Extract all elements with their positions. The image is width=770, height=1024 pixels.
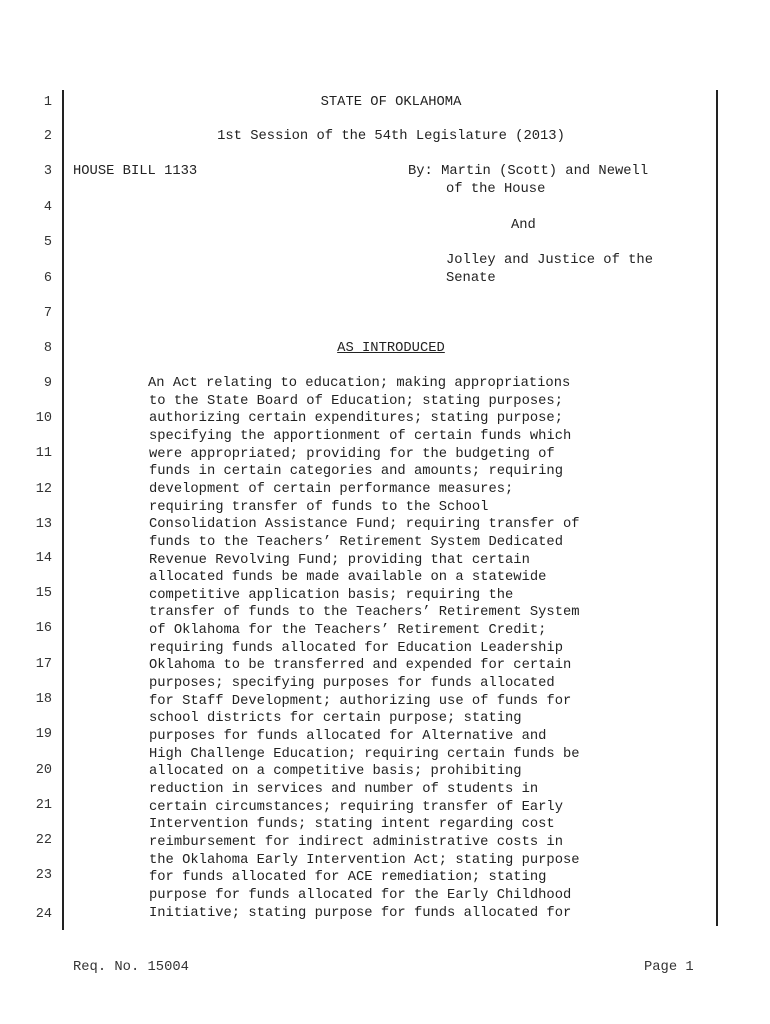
line-number: 17 — [35, 657, 52, 672]
line-number: 24 — [35, 907, 52, 922]
line-number: 3 — [43, 164, 52, 179]
act-title-line: development of certain performance measures; — [149, 481, 514, 497]
line-number: 14 — [35, 551, 52, 566]
senate-authors-line-2: Senate — [446, 271, 496, 286]
bill-number: HOUSE BILL 1133 — [73, 164, 198, 179]
request-number: Req. No. 15004 — [73, 960, 189, 975]
line-number: 22 — [35, 833, 52, 848]
line-number: 15 — [35, 586, 52, 601]
act-title-line: reimbursement for indirect administrative costs in — [149, 834, 563, 850]
act-title-line: of Oklahoma for the Teachers’ Retirement Credit; — [149, 623, 547, 639]
act-title-line: purposes; specifying purposes for funds allocated — [149, 676, 555, 692]
act-title-line: Oklahoma to be transferred and expended for certain — [149, 658, 572, 674]
act-title-line: Revenue Revolving Fund; providing that certain — [149, 552, 530, 568]
act-title-line: to the State Board of Education; stating purposes; — [149, 393, 563, 409]
act-title-line: Initiative; stating purpose for funds allocated for — [149, 905, 572, 921]
act-title-line: Consolidation Assistance Fund; requiring transfer of — [149, 517, 580, 533]
line-number: 18 — [35, 692, 52, 707]
line-number: 4 — [43, 200, 52, 215]
line-number: 6 — [43, 271, 52, 286]
line-number: 13 — [35, 517, 52, 532]
act-title-line: authorizing certain expenditures; stating purpose; — [149, 411, 563, 427]
line-number: 7 — [43, 306, 52, 321]
act-title-line: allocated on a competitive basis; prohibiting — [149, 764, 522, 780]
act-title-line: school districts for certain purpose; stating — [149, 711, 522, 727]
line-number: 10 — [35, 411, 52, 426]
act-title-line: reduction in services and number of students in — [149, 781, 539, 797]
act-title-line: certain circumstances; requiring transfer of Early — [149, 799, 563, 815]
line-number: 21 — [35, 798, 52, 813]
act-title-line: transfer of funds to the Teachers’ Retirement System — [149, 605, 580, 621]
act-title-line: purposes for funds allocated for Alternative and — [149, 729, 547, 744]
page-number: Page 1 — [644, 960, 694, 975]
line-number: 16 — [35, 621, 52, 636]
status-heading — [66, 340, 716, 358]
act-title-line: requiring transfer of funds to the School — [149, 499, 489, 515]
act-title-line: for Staff Development; authorizing use of funds for — [149, 693, 572, 709]
and-conjunction: And — [511, 218, 536, 233]
act-title-line: funds in certain categories and amounts; requiring — [149, 464, 563, 480]
line-number: 20 — [35, 763, 52, 778]
session-heading: 1st Session of the 54th Legislature (2013) — [217, 129, 565, 144]
line-number: 9 — [43, 376, 52, 391]
act-title-line: requiring funds allocated for Education Leadership — [149, 640, 563, 656]
line-number: 8 — [43, 341, 52, 356]
act-title-line: An Act relating to education; making appropriations — [148, 376, 571, 391]
status-heading-text: AS INTRODUCED — [337, 341, 445, 356]
line-number: 11 — [35, 446, 52, 461]
act-title-line: Intervention funds; stating intent regarding cost — [149, 817, 555, 833]
line-number: 2 — [43, 129, 52, 144]
state-heading: STATE OF OKLAHOMA — [320, 95, 462, 110]
act-title-line: High Challenge Education; requiring certain funds be — [149, 746, 580, 762]
house-authors-line-1: By: Martin (Scott) and Newell — [408, 164, 649, 179]
line-number: 5 — [43, 235, 52, 250]
act-title-line: for funds allocated for ACE remediation; stating — [149, 870, 547, 886]
act-title-line: allocated funds be made available on a statewide — [149, 570, 547, 586]
left-margin-rule — [62, 90, 64, 930]
house-authors-line-2: of the House — [446, 182, 546, 197]
act-title-line: funds to the Teachers’ Retirement System Dedicated — [149, 534, 563, 550]
right-margin-rule — [716, 90, 718, 926]
act-title-line: were appropriated; providing for the budgeting of — [149, 446, 555, 462]
act-title-line: purpose for funds allocated for the Early Childhood — [149, 887, 572, 903]
line-number: 23 — [35, 868, 52, 883]
act-title-line: specifying the apportionment of certain funds which — [149, 428, 572, 444]
act-title-line: the Oklahoma Early Intervention Act; stating purpose — [149, 852, 580, 868]
act-title-line: competitive application basis; requiring the — [149, 587, 514, 603]
line-number: 1 — [43, 95, 52, 110]
senate-authors-line-1: Jolley and Justice of the — [446, 253, 653, 268]
line-number: 19 — [35, 727, 52, 742]
line-number: 12 — [35, 482, 52, 497]
